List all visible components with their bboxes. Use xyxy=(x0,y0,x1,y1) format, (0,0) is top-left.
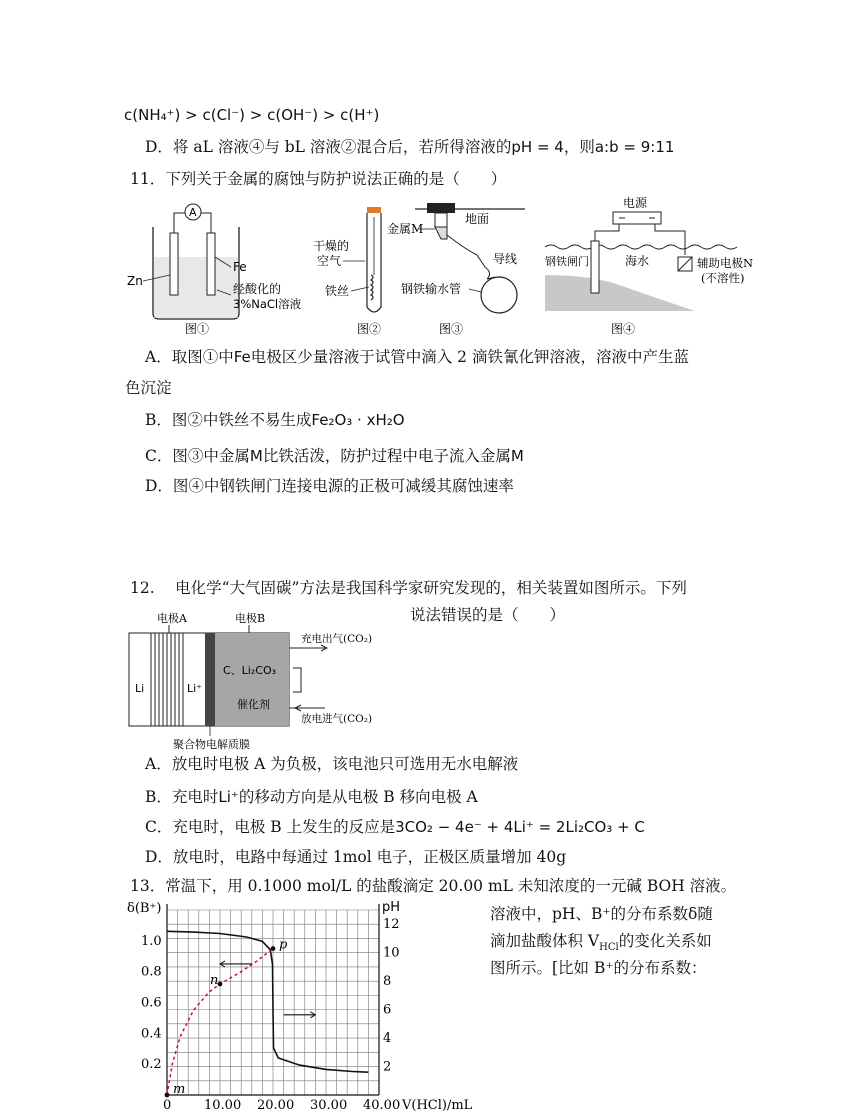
steel-gate-label: 钢铁闸门 xyxy=(545,255,589,268)
q12-option-b xyxy=(145,786,478,808)
chart-series xyxy=(167,931,368,1095)
y-left-tick-label: 0.8 xyxy=(141,964,162,980)
q12-option-c-eq: 3CO₂ − 4e⁻ + 4Li⁺ = 2Li₂CO₃ + C xyxy=(395,818,645,836)
y-left-tick-label: 0.2 xyxy=(141,1057,162,1073)
y-right-tick-label: 8 xyxy=(383,974,392,990)
y-right-label: pH xyxy=(382,900,401,915)
q11-option-a-1: A．取图①中 xyxy=(145,348,234,366)
q11-option-b-formula: Fe₂O₃ · xH₂O xyxy=(311,411,405,429)
electrode-b-label: 电极B xyxy=(235,612,266,625)
y-right-tick-label: 2 xyxy=(383,1059,392,1075)
discharge-gas-in-label: 放电进气(CO₂) xyxy=(301,713,373,725)
power-source-label: 电源 xyxy=(623,196,648,210)
point-label-m: m xyxy=(173,1082,186,1097)
q12-stem-1: 12. 电化学“大气固碳”方法是我国科学家研究发现的，相关装置如图所示。下列 xyxy=(130,579,687,597)
q11-option-a-cont: 色沉淀 xyxy=(125,379,172,397)
q11-option-b xyxy=(145,409,405,431)
q12-battery-diagram xyxy=(125,608,390,753)
q11-option-a xyxy=(145,346,689,368)
q13-side-1: 溶液中，pH、B⁺的分布系数δ随 xyxy=(490,905,713,923)
fig1-caption: 图① xyxy=(185,322,210,336)
seawater-label: 海水 xyxy=(625,254,650,268)
ammeter-label: A xyxy=(189,206,197,219)
y-right-tick-label: 10 xyxy=(383,945,400,961)
dry-air-label-1: 干燥的 xyxy=(313,239,350,253)
fig1-galvanic-cell xyxy=(127,204,302,336)
dry-air-label-2: 空气 xyxy=(317,254,342,268)
x-tick-label: 30.00 xyxy=(310,1098,348,1113)
q12-option-b-2: 的移动方向是从电极 B 移向电极 A xyxy=(238,788,478,806)
q11-option-b-1: B．图②中铁丝不易生成 xyxy=(145,411,312,429)
x-tick-label: 40.00 xyxy=(363,1098,401,1113)
zn-label: Zn xyxy=(127,274,143,288)
point-label-p: p xyxy=(279,937,288,953)
li-ion-label: Li⁺ xyxy=(187,682,202,695)
q12-option-c xyxy=(145,816,645,838)
point-m xyxy=(165,1093,170,1098)
chart-points xyxy=(165,938,288,1098)
q10-ratio: a:b = 9:11 xyxy=(594,138,675,156)
y-right-tick-label: 6 xyxy=(383,1002,392,1018)
y-left-label: δ(B⁺) xyxy=(127,901,162,916)
catalyst-label: 催化剂 xyxy=(237,698,270,711)
ground-label: 地面 xyxy=(465,212,490,226)
q12-stem-2: 说法错误的是（ ） xyxy=(410,606,566,624)
electrode-a-label: 电极A xyxy=(157,612,187,625)
charge-gas-out-label: 充电出气(CO₂) xyxy=(301,633,373,645)
q11-option-a-2: 电极区少量溶液于试管中滴入 2 滴铁氰化钾溶液，溶液中产生蓝 xyxy=(250,348,689,366)
q11-figures xyxy=(125,195,765,340)
q12-option-d: D．放电时，电路中每通过 1mol 电子，正极区质量增加 40g xyxy=(145,848,567,866)
y-right-tick-label: 12 xyxy=(383,917,400,933)
q11-option-c-m1: M xyxy=(249,447,263,465)
y-left-tick-label: 0.6 xyxy=(141,995,162,1011)
q12-option-b-1: B．充电时 xyxy=(145,788,219,806)
q11-option-d: D．图④中钢铁闸门连接电源的正极可减缓其腐蚀速率 xyxy=(145,477,514,495)
li-label: Li xyxy=(135,682,145,695)
iron-wire-label: 铁丝 xyxy=(325,284,350,298)
metal-m-label: 金属M xyxy=(387,222,424,236)
q11-option-c-1: C．图③中金属 xyxy=(145,447,250,465)
y-right-tick-label: 4 xyxy=(383,1031,392,1047)
q11-option-a-fe: Fe xyxy=(233,348,251,366)
solution-label-1: 经酸化的 xyxy=(233,282,282,296)
q11-stem: 11．下列关于金属的腐蚀与防护说法正确的是（ ） xyxy=(130,170,507,188)
q10-order-formula: c(NH₄⁺) > c(Cl⁻) > c(OH⁻) > c(H⁺) xyxy=(124,106,380,124)
wire-label: 导线 xyxy=(493,252,518,266)
fe-label: Fe xyxy=(233,260,247,274)
aux-electrode-label-1: 辅助电极N xyxy=(697,256,754,270)
c-li2co3-label: C、Li₂CO₃ xyxy=(223,664,277,677)
fig3-pipe xyxy=(387,203,525,336)
aux-electrode-label-2: (不溶性) xyxy=(701,271,745,285)
q13-titration-chart xyxy=(125,900,485,1113)
q13-side-2 xyxy=(490,930,712,959)
q12-option-a: A．放电时电极 A 为负极，该电池只可选用无水电解液 xyxy=(145,755,519,773)
q13-side-2-b: 的变化关系如 xyxy=(618,932,712,950)
q12-option-b-ion: Li⁺ xyxy=(218,788,239,806)
q12-option-c-1: C．充电时，电极 B 上发生的反应是 xyxy=(145,818,396,836)
solution-label-2: 3%NaCl溶液 xyxy=(233,297,302,311)
q10-ph-value: pH = 4 xyxy=(511,138,564,156)
fig4-caption: 图④ xyxy=(611,322,636,336)
q10-option-d-mid: ，则 xyxy=(563,138,595,156)
point-p xyxy=(271,946,276,951)
q13-side-3: 图所示。[比如 B⁺的分布系数： xyxy=(490,959,707,977)
fig4-sluice-gate xyxy=(545,195,753,336)
steel-pipe-label: 钢铁输水管 xyxy=(401,282,462,296)
fig3-caption: 图③ xyxy=(439,322,464,336)
fig2-caption: 图② xyxy=(357,322,382,336)
membrane-label: 聚合物电解质膜 xyxy=(173,738,250,751)
q13-side-2-sub: HCl xyxy=(599,942,619,954)
y-left-tick-label: 0.4 xyxy=(141,1026,162,1042)
x-axis-label: V(HCl)/mL xyxy=(402,1098,473,1113)
q11-option-c-m2: M xyxy=(510,447,524,465)
x-tick-label: 10.00 xyxy=(204,1098,242,1113)
x-tick-label: 20.00 xyxy=(257,1098,295,1113)
x-tick-label: 0 xyxy=(163,1098,172,1113)
q13-stem: 13．常温下，用 0.1000 mol/L 的盐酸滴定 20.00 mL 未知浓度的一元碱 BOH 溶液。 xyxy=(130,877,737,895)
q10-option-d xyxy=(145,136,674,158)
q11-option-c-2: 比铁活泼，防护过程中电子流入金属 xyxy=(262,447,511,465)
q11-option-c xyxy=(145,445,524,467)
fig2-test-tube xyxy=(313,207,381,336)
point-label-n: n xyxy=(210,973,219,988)
y-left-tick-label: 1.0 xyxy=(141,933,162,949)
q10-option-d-text: D．将 aL 溶液④与 bL 溶液②混合后，若所得溶液的 xyxy=(145,138,512,156)
q13-side-2-a: 滴加盐酸体积 V xyxy=(490,932,600,950)
